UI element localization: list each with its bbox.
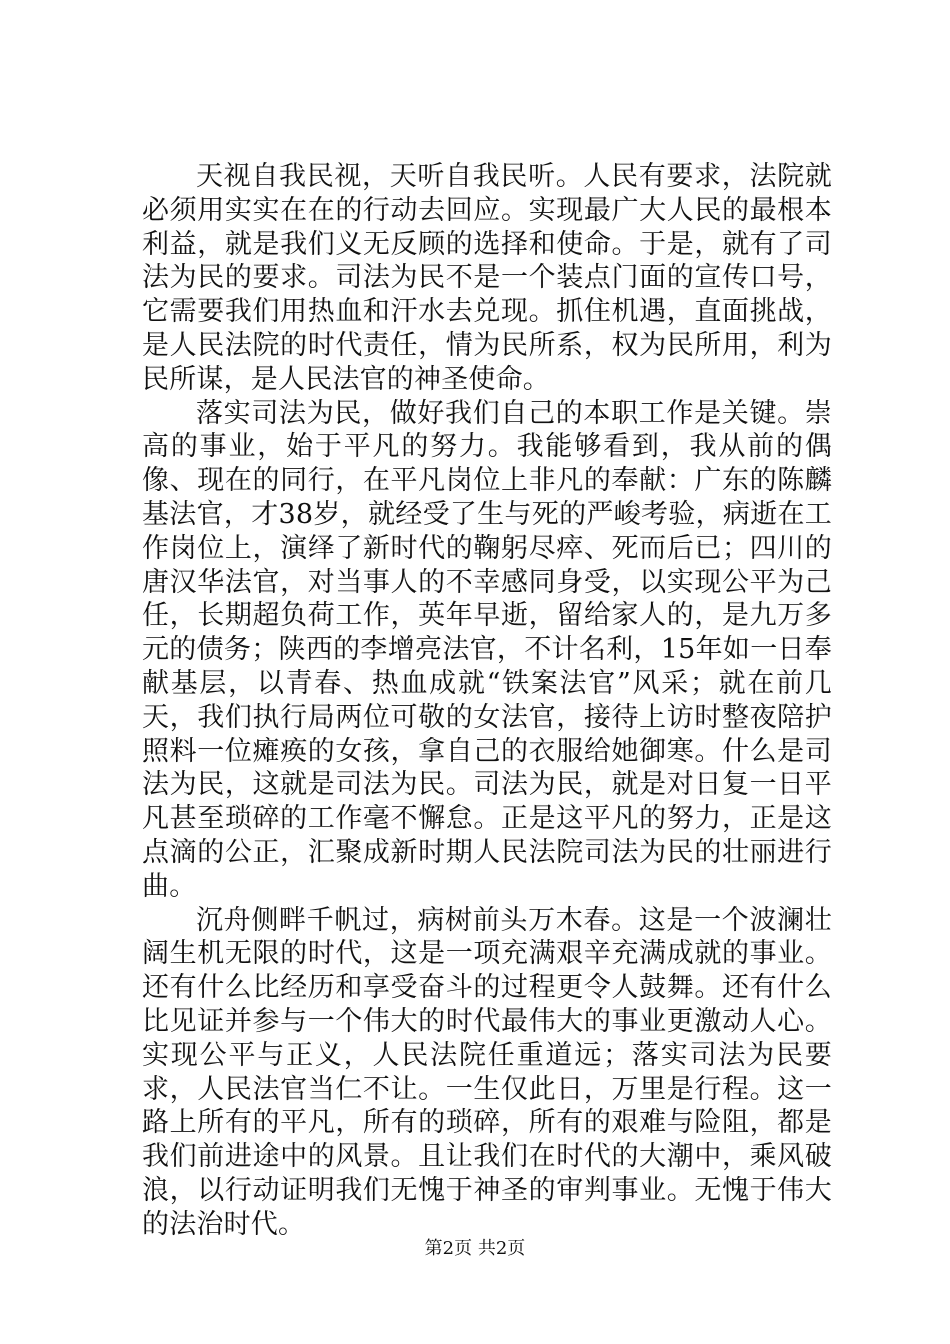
paragraph-2: 落实司法为民，做好我们自己的本职工作是关键。崇高的事业，始于平凡的努力。我能够看到，我从前的偶像、现在的同行，在平凡岗位上非凡的奉献：广东的陈麟基法官，才38岁，就经受了生与死的严峻考验，病逝在工作岗位上，演绎了新时代的鞠躬尽瘁、死而后已；四川的唐汉华法官，对当事人的不幸感同身受，以实现公平为己任，长期超负荷工作，英年早逝，留给家人的，是九万多元的债务；陕西的李增亮法官，不计名利，15年如一日奉献基层，以青春、热血成就“铁案法官”风采；就在前几天，我们执行局两位可敬的女法官，接待上访时整夜陪护照料一位瘫痪的女孩，拿自己的衣服给她御寒。什么是司法为民，这就是司法为民。司法为民，就是对日复一日平凡甚至琐碎的工作毫不懈怠。正是这平凡的努力，正是这点滴的公正，汇聚成新时期人民法院司法为民的壮丽进行曲。 bbox=[142, 397, 832, 902]
page-footer bbox=[0, 1238, 950, 1260]
paragraph-3: 沉舟侧畔千帆过，病树前头万木春。这是一个波澜壮阔生机无限的时代，这是一项充满艰辛充满成就的事业。还有什么比经历和享受奋斗的过程更令人鼓舞。还有什么比见证并参与一个伟大的时代最伟大的事业更激动人心。实现公平与正义，人民法院任重道远；落实司法为民要求，人民法官当仁不让。一生仅此日，万里是行程。这一路上所有的平凡，所有的琐碎，所有的艰难与险阻，都是我们前进途中的风景。且让我们在时代的大潮中，乘风破浪，以行动证明我们无愧于神圣的审判事业。无愧于伟大的法治时代。 bbox=[142, 904, 832, 1240]
page-number: 第2页 共2页 bbox=[424, 1238, 526, 1259]
paragraph-1: 天视自我民视，天听自我民听。人民有要求，法院就必须用实实在在的行动去回应。实现最广大人民的最根本利益，就是我们义无反顾的选择和使命。于是，就有了司法为民的要求。司法为民不是一个装点门面的宣传口号，它需要我们用热血和汗水去兑现。抓住机遇，直面挑战，是人民法院的时代责任，情为民所系，权为民所用，利为民所谋，是人民法官的神圣使命。 bbox=[142, 161, 832, 395]
document-body bbox=[142, 160, 832, 1242]
